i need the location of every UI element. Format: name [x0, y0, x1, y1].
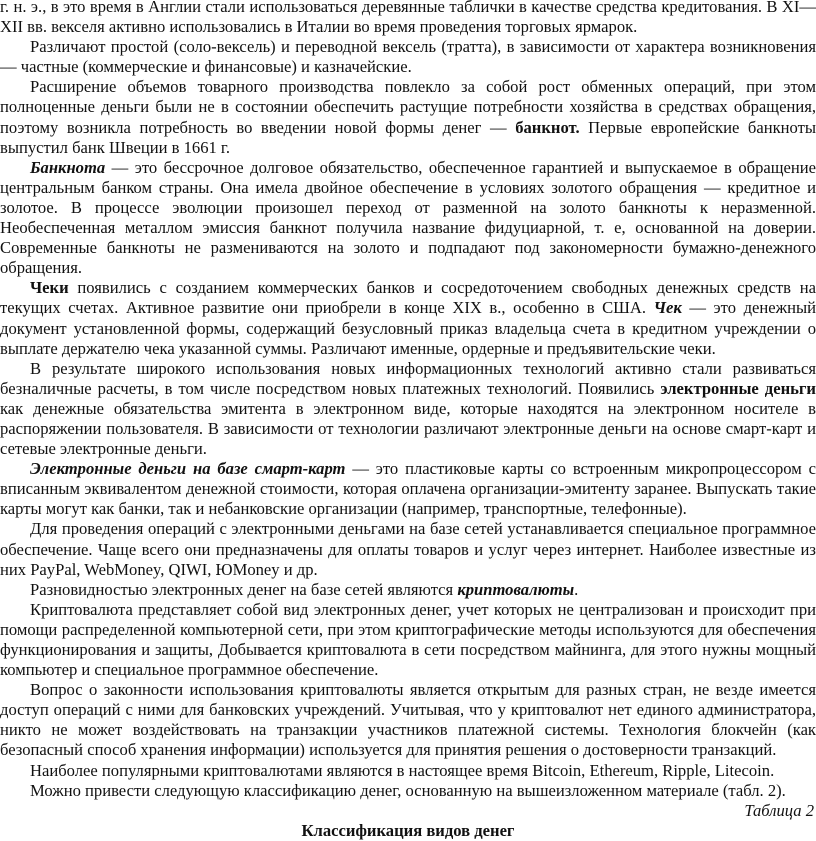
- text-run: Первые европейские банкноты выпустил банк Швеции в 1661 г.: [0, 117, 816, 157]
- text-run: Разновидностью электронных денег на базе сетей являются: [30, 579, 458, 599]
- paragraph-p0: [0, 0, 816, 37]
- paragraph-p11: [0, 761, 816, 781]
- table-caption: Таблица 2: [744, 800, 814, 820]
- emphasis-term: Банкнота: [30, 157, 106, 177]
- emphasis-term: банкнот.: [515, 117, 580, 137]
- paragraph-p7: [0, 519, 816, 579]
- paragraph-p1: [0, 37, 816, 77]
- paragraph-p9: [0, 600, 816, 680]
- paragraph-p2: [0, 77, 816, 157]
- paragraph-p8: [0, 580, 816, 600]
- text-run: как денежные обязательства эмитента в электронном виде, которые находятся на электронном носителе в распоряжении пользователя. В зависимости от технологии различают электронные деньги на основе смарт-карт и сетевые электронные деньги.: [0, 398, 816, 459]
- paragraph-p5: [0, 359, 816, 459]
- text-run: В результате широкого использования новых информационных технологий активно стали развиваться безналичные расчеты, в том числе посредством новых платежных технологий. Появились: [0, 358, 816, 398]
- text-run: Расширение объемов товарного производства повлекло за собой рост обменных операций, при этом полноценные деньги были не в состоянии обеспечить растущие потребности хозяйства в средствах обращения, поэтому возникла потребность во введении новой формы денег —: [0, 77, 816, 137]
- text-run: — это денежный документ установленной формы, содержащий безусловный приказ владельца счета в кредитном учреждении о выплате держателю чека указанной суммы. Различают именные, ордерные и предъявительские чеки.: [0, 298, 816, 358]
- emphasis-term: криптовалюты: [457, 579, 575, 599]
- emphasis-term: Чек: [653, 298, 682, 318]
- emphasis-term: Чеки: [30, 278, 69, 298]
- text-run: Наиболее популярными криптовалютами являются в настоящее время Bitcoin, Ethereum, Ripple, Litecoin.: [30, 760, 775, 780]
- text-run: .: [574, 579, 579, 599]
- paragraph-p12: [0, 781, 816, 801]
- table-title: Классификация видов денег: [301, 820, 515, 840]
- paragraph-p3: [0, 158, 816, 279]
- paragraph-p6: [0, 459, 816, 519]
- text-run: Можно привести следующую классификацию денег, основанную на вышеизложенном материале (табл. 2).: [30, 780, 786, 800]
- text-run: г. н. э., в это время в Англии стали использоваться деревянные таблички в качестве средства кредитования. В XI—XII вв. векселя активно использовались в Италии во время проведения торговых ярмарок.: [0, 0, 816, 37]
- emphasis-term: Электронные деньги на базе смарт-карт: [30, 459, 346, 479]
- text-run: Вопрос о законности использования криптовалюты является открытым для разных стран, не везде имеется доступ операций с ними для банковских учреждений. Учитывая, что у криптовалют нет единого администратора, никто не может воздействовать на транзакции участников платежной системы. Технология блокчейн (как безопасный способ хранения информации) используется для принятия решения о достоверности транзакций.: [0, 680, 816, 760]
- text-run: — это бессрочное долговое обязательство, обеспеченное гарантией и выпускаемое в обращение центральным банком страны. Она имела двойное обеспечение в условиях золотого обращения — кредитное и золотое. В процессе эволюции произошел переход от разменной на золото банкноты к неразменной. Необеспеченная металлом эмиссия банкнот получила название фидуциарной, т. е, основанной на доверии. Современные банкноты не размениваются на золото и подпадают под закономерности бумажно-денежного обращения.: [0, 157, 816, 278]
- paragraph-p4: [0, 278, 816, 358]
- paragraph-p10: [0, 680, 816, 760]
- text-run: Криптовалюта представляет собой вид электронных денег, учет которых не централизован и происходит при помощи распределенной компьютерной сети, при этом криптографические методы используются для обеспечения функционирования и защиты, Добывается криптовалюта в сети посредством майнинга, для этого нужны мощный компьютер и специальное программное обеспечение.: [0, 599, 816, 680]
- text-run: появились с созданием коммерческих банков и сосредоточением свободных денежных средств на текущих счетах. Активное развитие они приобрели в конце XIX в., особенно в США.: [0, 278, 816, 318]
- text-run: Для проведения операций с электронными деньгами на базе сетей устанавливается специальное программное обеспечение. Чаще всего они предназначены для оплаты товаров и услуг через интернет. Наиболее известные из них PayPal, WebMoney, QIWI, ЮMoney и др.: [0, 519, 816, 579]
- text-run: — это пластиковые карты со встроенным микропроцессором с вписанным эквивалентом денежной стоимости, которая оплачена организации-эмитенту заранее. Выпускать такие карты могут как банки, так и небанковские организации (например, транспортные, телефонные).: [0, 459, 816, 519]
- text-run: Различают простой (соло-вексель) и переводной вексель (тратта), в зависимости от характера возникновения — частные (коммерческие и финансовые) и казначейские.: [0, 37, 816, 77]
- emphasis-term: электронные деньги: [660, 378, 816, 398]
